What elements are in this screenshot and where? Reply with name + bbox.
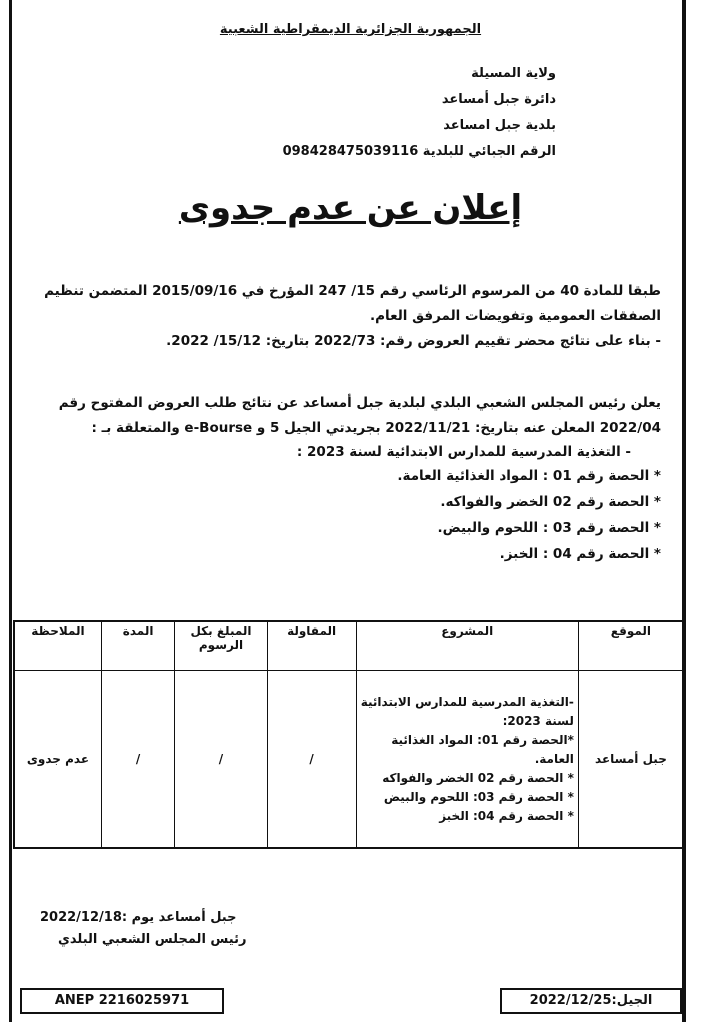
results-table: [13, 620, 685, 849]
lot-item: * الحصة رقم 03 : اللحوم والبيض.: [437, 520, 661, 536]
cell-amount: /: [175, 671, 267, 849]
project-line: -التغذية المدرسية للمدارس الابتدائية لسنة 2023:: [360, 694, 574, 728]
announcement-title: إعلان عن عدم جدوى: [178, 188, 523, 228]
tax-id: الرقم الجبائي للبلدية 098428475039116: [282, 144, 556, 159]
signature-place-date: جبل أمساعد يوم :2022/12/18: [40, 910, 237, 925]
announcement-line-3: - التغذية المدرسية للمدارس الابتدائية لسنة 2023 :: [296, 444, 631, 460]
republic-header: الجمهورية الجزائرية الديمقراطية الشعبية: [219, 22, 482, 37]
col-amount: المبلغ بكل الرسوم: [175, 621, 267, 671]
newspaper-date: الجيل:2022/12/25: [500, 988, 682, 1014]
announcement-line-1: يعلن رئيس المجلس الشعبي البلدي لبلدية جبل أمساعد عن نتائج طلب العروض المفتوح رقم: [58, 395, 661, 411]
signature-signer: رئيس المجلس الشعبي البلدي: [58, 932, 247, 947]
cell-location: جبل أمساعد: [578, 671, 684, 849]
col-contractor: المقاولة: [267, 621, 356, 671]
cell-contractor: /: [267, 671, 356, 849]
lot-item: * الحصة رقم 04 : الخبز.: [499, 546, 661, 562]
daira: دائرة جبل أمساعد: [441, 92, 556, 107]
project-line: *الحصة رقم 01: المواد الغذائية العامة.: [391, 732, 574, 766]
project-line: * الحصة رقم 02 الخضر والفواكه: [382, 770, 574, 785]
cell-duration: /: [101, 671, 174, 849]
table-row: [14, 671, 684, 849]
table-header-row: [14, 621, 684, 671]
anep-reference: ANEP 2216025971: [20, 988, 224, 1014]
cell-project: [356, 671, 578, 849]
cell-remark: عدم جدوى: [14, 671, 101, 849]
project-line: * الحصة رقم 04: الخبز: [439, 808, 574, 823]
col-remark: الملاحظة: [14, 621, 101, 671]
intro-line-3: - بناء على نتائج محضر تقييم العروض رقم: 2022/73 بتاريخ: 15/12/ 2022.: [166, 333, 661, 349]
intro-line-1: طبقا للمادة 40 من المرسوم الرئاسي رقم 15/ 247 المؤرخ في 2015/09/16 المتضمن تنظيم: [44, 283, 661, 299]
announcement-line-2: 2022/04 المعلن عنه بتاريخ: 2022/11/21 بجريدتي الجيل 5 و e-Bourse والمتعلقة بـ :: [91, 420, 661, 436]
col-project: المشروع: [356, 621, 578, 671]
lot-item: * الحصة رقم 01 : المواد الغذائية العامة.: [397, 468, 661, 484]
commune: بلدية جبل امساعد: [443, 118, 556, 133]
wilaya: ولاية المسيلة: [471, 66, 556, 81]
intro-line-2: الصفقات العمومية وتفويضات المرفق العام.: [370, 308, 661, 324]
col-duration: المدة: [101, 621, 174, 671]
col-location: الموقع: [578, 621, 684, 671]
lot-item: * الحصة رقم 02 الخضر والفواكه.: [440, 494, 661, 510]
project-line: * الحصة رقم 03: اللحوم والبيض: [383, 789, 574, 804]
